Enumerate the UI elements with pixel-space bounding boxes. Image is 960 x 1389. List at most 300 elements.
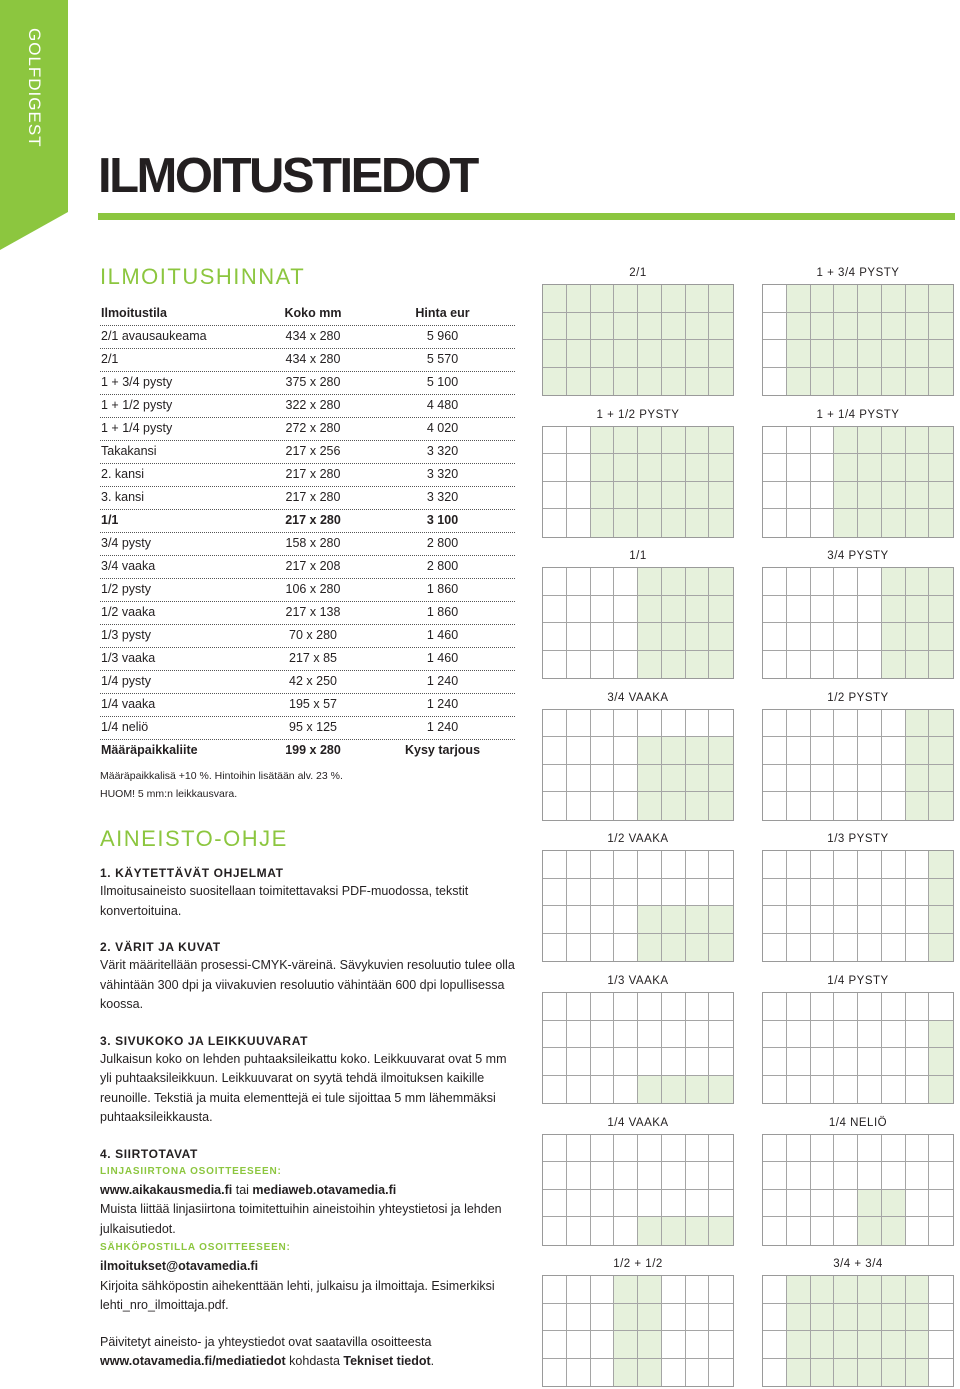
grid-cell-filled (686, 285, 710, 313)
price-note: Määräpaikkalisä +10 %. Hintoihin lisätään alv. 23 %. (100, 770, 343, 782)
grid-cell (543, 1048, 567, 1076)
grid-cell-filled (834, 482, 858, 510)
grid-cell (811, 568, 835, 596)
grid-cell (858, 568, 882, 596)
layout-label: 1/2 + 1/2 (613, 1258, 663, 1271)
grid-cell (567, 568, 591, 596)
footer-link[interactable]: Tekniset tiedot (343, 1354, 431, 1368)
grid-cell (763, 1331, 787, 1359)
grid-cell-filled (638, 1331, 662, 1359)
grid-cell-filled (614, 1304, 638, 1332)
grid-cell (709, 1162, 733, 1190)
grid-cell-filled (638, 482, 662, 510)
footer-url[interactable]: www.otavamedia.fi/mediatiedot (100, 1354, 286, 1368)
grid-cell (686, 1304, 710, 1332)
grid-cell (614, 1190, 638, 1218)
price-row (100, 487, 515, 510)
grid-cell-filled (858, 340, 882, 368)
grid-cell (709, 1190, 733, 1218)
guide-heading: AINEISTO-OHJE (100, 826, 288, 851)
grid-cell-filled (929, 906, 953, 934)
grid-cell (763, 879, 787, 907)
grid-cell (543, 1331, 567, 1359)
grid-cell (591, 906, 615, 934)
price-row-space: 1/1 (101, 513, 119, 527)
grid-cell (614, 651, 638, 679)
grid-cell-filled (709, 623, 733, 651)
grid-cell-filled (858, 1190, 882, 1218)
grid-cell (882, 1048, 906, 1076)
grid-cell-filled (662, 340, 686, 368)
footer-text: Päivitetyt aineisto- ja yhteystiedot ovat saatavilla osoitteesta (100, 1334, 432, 1349)
grid-cell (543, 596, 567, 624)
price-row-size: 217 x 85 (289, 651, 337, 665)
grid-cell-filled (662, 427, 686, 455)
grid-cell-filled (787, 1276, 811, 1304)
grid-cell (929, 1162, 953, 1190)
grid-cell (811, 934, 835, 962)
grid-cell (906, 1217, 930, 1245)
grid-cell (763, 710, 787, 738)
grid-cell (763, 509, 787, 537)
grid-cell (763, 1162, 787, 1190)
grid-cell (834, 993, 858, 1021)
grid-cell (763, 368, 787, 396)
grid-cell-filled (858, 1217, 882, 1245)
grid-cell (614, 906, 638, 934)
grid-cell (763, 792, 787, 820)
grid-cell (543, 879, 567, 907)
grid-cell (567, 1076, 591, 1104)
layout-label: 1/3 PYSTY (827, 833, 889, 846)
grid-cell (811, 1162, 835, 1190)
transfer-link[interactable]: www.aikakausmedia.fi (100, 1182, 233, 1197)
grid-cell-filled (929, 765, 953, 793)
grid-cell (834, 765, 858, 793)
grid-cell-filled (906, 509, 930, 537)
price-row-size: 217 x 280 (285, 490, 341, 504)
grid-cell (763, 340, 787, 368)
grid-cell (638, 1162, 662, 1190)
grid-cell (591, 623, 615, 651)
price-row-size: 434 x 280 (285, 329, 341, 343)
grid-cell (882, 1135, 906, 1163)
header-space: Ilmoitustila (101, 306, 167, 320)
grid-cell (834, 906, 858, 934)
grid-cell (567, 851, 591, 879)
grid-cell-filled (906, 623, 930, 651)
grid-cell (811, 1076, 835, 1104)
price-row-size: 42 x 250 (289, 674, 337, 688)
or-text: tai (235, 1182, 249, 1197)
grid-cell (787, 1162, 811, 1190)
grid-cell-filled (686, 792, 710, 820)
layout-grid (542, 284, 734, 396)
grid-cell-filled (686, 568, 710, 596)
grid-cell (614, 851, 638, 879)
grid-cell (567, 1162, 591, 1190)
grid-cell (858, 1076, 882, 1104)
price-row-price: 3 100 (426, 513, 459, 527)
grid-cell-filled (811, 1359, 835, 1387)
grid-cell-filled (709, 792, 733, 820)
grid-cell-filled (929, 340, 953, 368)
grid-cell (638, 993, 662, 1021)
grid-cell (591, 1076, 615, 1104)
layout-grid (762, 709, 954, 821)
grid-cell (614, 993, 638, 1021)
grid-cell-filled (929, 879, 953, 907)
grid-cell (614, 765, 638, 793)
grid-cell (567, 482, 591, 510)
grid-cell (567, 596, 591, 624)
layout-label: 2/1 (629, 267, 647, 279)
price-row-price: 3 320 (426, 444, 459, 458)
grid-cell-filled (686, 934, 710, 962)
grid-cell (543, 1076, 567, 1104)
grid-cell-filled (638, 792, 662, 820)
price-row-price: 1 860 (426, 605, 459, 619)
price-row-size: 217 x 208 (285, 559, 341, 573)
price-row-space: 3/4 pysty (101, 536, 152, 550)
layout-grid (762, 426, 954, 538)
price-row-space: 3. kansi (101, 490, 145, 504)
grid-cell (858, 879, 882, 907)
layout-label: 1 + 1/2 PYSTY (596, 408, 680, 421)
grid-cell-filled (787, 1331, 811, 1359)
grid-cell (929, 1359, 953, 1387)
grid-cell (787, 509, 811, 537)
price-row-space: 2/1 avausaukeama (101, 329, 207, 343)
price-row (100, 349, 515, 372)
grid-cell-filled (614, 509, 638, 537)
grid-cell (906, 993, 930, 1021)
grid-cell (567, 792, 591, 820)
grid-cell-filled (614, 1331, 638, 1359)
grid-cell (567, 765, 591, 793)
grid-cell (662, 1304, 686, 1332)
grid-cell (614, 568, 638, 596)
grid-cell-filled (906, 1331, 930, 1359)
grid-cell (834, 879, 858, 907)
grid-cell (858, 906, 882, 934)
grid-cell (929, 993, 953, 1021)
grid-cell-filled (662, 285, 686, 313)
grid-cell (787, 596, 811, 624)
price-row (100, 510, 515, 533)
grid-cell (763, 1304, 787, 1332)
grid-cell-filled (906, 427, 930, 455)
grid-cell (811, 1190, 835, 1218)
grid-cell (834, 1190, 858, 1218)
grid-cell-filled (709, 1217, 733, 1245)
section-text: Ilmoitusaineisto suositellaan toimitettavaksi PDF-muodossa, tekstit konvertoituina. (100, 884, 469, 918)
grid-cell (543, 765, 567, 793)
grid-cell (811, 993, 835, 1021)
grid-cell (882, 1021, 906, 1049)
grid-cell (763, 454, 787, 482)
grid-cell (543, 1359, 567, 1387)
grid-cell-filled (543, 340, 567, 368)
price-row-space: 1/4 vaaka (101, 697, 156, 711)
grid-cell-filled (929, 934, 953, 962)
grid-cell (811, 906, 835, 934)
grid-cell-filled (929, 1048, 953, 1076)
grid-cell (543, 623, 567, 651)
grid-cell (811, 765, 835, 793)
layout-grid (762, 284, 954, 396)
grid-cell-filled (834, 509, 858, 537)
price-row-price: 3 320 (426, 490, 459, 504)
price-row (100, 395, 515, 418)
grid-cell-filled (906, 710, 930, 738)
grid-cell (906, 1021, 930, 1049)
grid-cell (543, 906, 567, 934)
grid-cell-filled (614, 313, 638, 341)
grid-cell (763, 1359, 787, 1387)
grid-cell (763, 596, 787, 624)
grid-cell (787, 737, 811, 765)
grid-cell-filled (543, 313, 567, 341)
grid-cell-filled (591, 340, 615, 368)
grid-cell-filled (662, 368, 686, 396)
price-row-price: 1 460 (426, 628, 459, 642)
grid-cell (709, 1276, 733, 1304)
grid-cell-filled (882, 623, 906, 651)
grid-cell-filled (709, 340, 733, 368)
grid-cell (811, 851, 835, 879)
grid-cell (638, 710, 662, 738)
grid-cell (811, 1021, 835, 1049)
grid-cell-filled (834, 1331, 858, 1359)
grid-cell-filled (858, 1304, 882, 1332)
grid-cell (763, 1217, 787, 1245)
grid-cell-filled (834, 285, 858, 313)
grid-cell (614, 737, 638, 765)
grid-cell (614, 792, 638, 820)
price-row-price: 1 240 (426, 697, 459, 711)
grid-cell-filled (709, 368, 733, 396)
grid-cell (543, 509, 567, 537)
price-row (100, 717, 515, 740)
price-row-price: 5 960 (426, 329, 459, 343)
grid-cell (567, 1021, 591, 1049)
grid-cell-filled (638, 368, 662, 396)
grid-cell (662, 1190, 686, 1218)
grid-cell (614, 710, 638, 738)
grid-cell-filled (858, 313, 882, 341)
grid-cell (662, 1135, 686, 1163)
grid-cell (591, 792, 615, 820)
grid-cell-filled (858, 1276, 882, 1304)
grid-cell (882, 1162, 906, 1190)
grid-cell (811, 710, 835, 738)
grid-cell (882, 765, 906, 793)
grid-cell (567, 1276, 591, 1304)
grid-cell (834, 792, 858, 820)
grid-cell-filled (709, 568, 733, 596)
grid-cell-filled (638, 1276, 662, 1304)
grid-cell-filled (638, 454, 662, 482)
grid-cell-filled (882, 1217, 906, 1245)
grid-cell (763, 651, 787, 679)
grid-cell-filled (882, 1190, 906, 1218)
grid-cell-filled (787, 1359, 811, 1387)
grid-cell (567, 509, 591, 537)
grid-cell (686, 710, 710, 738)
footer-line (100, 1352, 520, 1372)
price-row (100, 556, 515, 579)
grid-cell-filled (686, 906, 710, 934)
grid-cell-filled (906, 454, 930, 482)
grid-cell (638, 1190, 662, 1218)
price-row-price: Kysy tarjous (404, 743, 481, 757)
section-heading: 1. KÄYTETTÄVÄT OHJELMAT (100, 866, 284, 880)
grid-cell (787, 1190, 811, 1218)
grid-cell-filled (638, 340, 662, 368)
grid-cell (763, 1021, 787, 1049)
price-row-space: 2. kansi (101, 467, 145, 481)
grid-cell (567, 454, 591, 482)
grid-cell (858, 993, 882, 1021)
grid-cell-filled (709, 1076, 733, 1104)
grid-cell (834, 1162, 858, 1190)
grid-cell-filled (662, 737, 686, 765)
grid-cell (882, 1076, 906, 1104)
grid-cell (763, 1048, 787, 1076)
grid-cell (763, 765, 787, 793)
grid-cell (686, 1135, 710, 1163)
grid-cell-filled (662, 509, 686, 537)
grid-cell-filled (882, 509, 906, 537)
grid-cell (686, 851, 710, 879)
grid-cell-filled (906, 1304, 930, 1332)
grid-cell-filled (662, 651, 686, 679)
grid-cell (567, 737, 591, 765)
grid-cell-filled (543, 285, 567, 313)
layout-label: 1/2 PYSTY (827, 691, 889, 704)
grid-cell (834, 568, 858, 596)
grid-cell (763, 737, 787, 765)
email-link[interactable]: ilmoitukset@otavamedia.fi (100, 1259, 259, 1273)
grid-cell (614, 1162, 638, 1190)
grid-cell (787, 1048, 811, 1076)
grid-cell (567, 1190, 591, 1218)
section-text: Julkaisun koko on lehden puhtaaksileikattu koko. Leikkuuvarat ovat 5 mm yli puhtaaksileikkuun. Leikkuuvarat on syytä tehdä ilmoituksen kaikille reunoille. Tekstiä ja muita elementtejä ei tule sijoittaa 5 mm lähemmäksi puhtaaksileikkausta. (100, 1051, 507, 1124)
grid-cell-filled (858, 1331, 882, 1359)
layout-label: 3/4 PYSTY (827, 550, 889, 563)
grid-cell-filled (662, 454, 686, 482)
grid-cell (543, 737, 567, 765)
grid-cell (787, 1021, 811, 1049)
price-row-size: 70 x 280 (289, 628, 337, 642)
grid-cell (858, 851, 882, 879)
price-row (100, 441, 515, 464)
grid-cell (614, 879, 638, 907)
grid-cell-filled (929, 454, 953, 482)
grid-cell (543, 427, 567, 455)
grid-cell (543, 1276, 567, 1304)
grid-cell (763, 482, 787, 510)
section-text: Värit määritellään prosessi-CMYK-väreinä. Sävykuvien resoluutio tulee olla vähintään 300 dpi ja viivakuvien resoluutio vähintään 600 dpi lopullisessa koossa. (100, 958, 515, 1011)
grid-cell (834, 1217, 858, 1245)
grid-cell-filled (709, 482, 733, 510)
price-row-size: 217 x 280 (285, 467, 341, 481)
grid-cell-filled (906, 765, 930, 793)
grid-cell (834, 737, 858, 765)
grid-cell-filled (929, 596, 953, 624)
grid-cell-filled (787, 340, 811, 368)
grid-cell (591, 651, 615, 679)
grid-cell (834, 710, 858, 738)
layout-grid (762, 567, 954, 679)
price-row-price: 5 570 (426, 352, 459, 366)
price-row-price: 5 100 (426, 375, 459, 389)
price-row (100, 372, 515, 395)
grid-cell-filled (686, 765, 710, 793)
grid-cell (811, 879, 835, 907)
grid-cell (567, 710, 591, 738)
layout-grid (542, 426, 734, 538)
grid-cell-filled (929, 1021, 953, 1049)
layout-label: 1/4 VAAKA (607, 1116, 669, 1129)
grid-cell (543, 1021, 567, 1049)
grid-cell (543, 1304, 567, 1332)
grid-cell (858, 1162, 882, 1190)
grid-cell (543, 1135, 567, 1163)
grid-cell-filled (929, 1076, 953, 1104)
grid-cell (858, 765, 882, 793)
grid-cell (543, 1217, 567, 1245)
grid-cell (543, 934, 567, 962)
grid-cell (614, 1048, 638, 1076)
price-row (100, 625, 515, 648)
grid-cell (882, 851, 906, 879)
grid-cell-filled (709, 737, 733, 765)
grid-cell (929, 1304, 953, 1332)
grid-cell-filled (929, 313, 953, 341)
layout-grid (542, 1275, 734, 1387)
grid-cell-filled (591, 427, 615, 455)
grid-cell (763, 568, 787, 596)
grid-cell (811, 454, 835, 482)
grid-cell-filled (686, 482, 710, 510)
grid-cell-filled (929, 651, 953, 679)
grid-cell-filled (614, 368, 638, 396)
grid-cell-filled (929, 427, 953, 455)
prices-heading: ILMOITUSHINNAT (100, 264, 306, 289)
grid-cell-filled (906, 737, 930, 765)
grid-cell-filled (906, 651, 930, 679)
grid-cell (787, 454, 811, 482)
grid-cell (638, 1021, 662, 1049)
price-row (100, 326, 515, 349)
grid-cell (543, 454, 567, 482)
grid-cell (811, 792, 835, 820)
grid-cell-filled (787, 313, 811, 341)
grid-cell-filled (709, 427, 733, 455)
transfer-link[interactable]: mediaweb.otavamedia.fi (252, 1182, 397, 1197)
price-table-header (100, 303, 515, 326)
price-row-space: Määräpaikkaliite (101, 743, 198, 757)
grid-cell (543, 851, 567, 879)
price-row (100, 648, 515, 671)
grid-cell (787, 993, 811, 1021)
price-row-price: 2 800 (426, 536, 459, 550)
grid-cell (787, 765, 811, 793)
grid-cell (591, 596, 615, 624)
grid-cell (591, 1217, 615, 1245)
